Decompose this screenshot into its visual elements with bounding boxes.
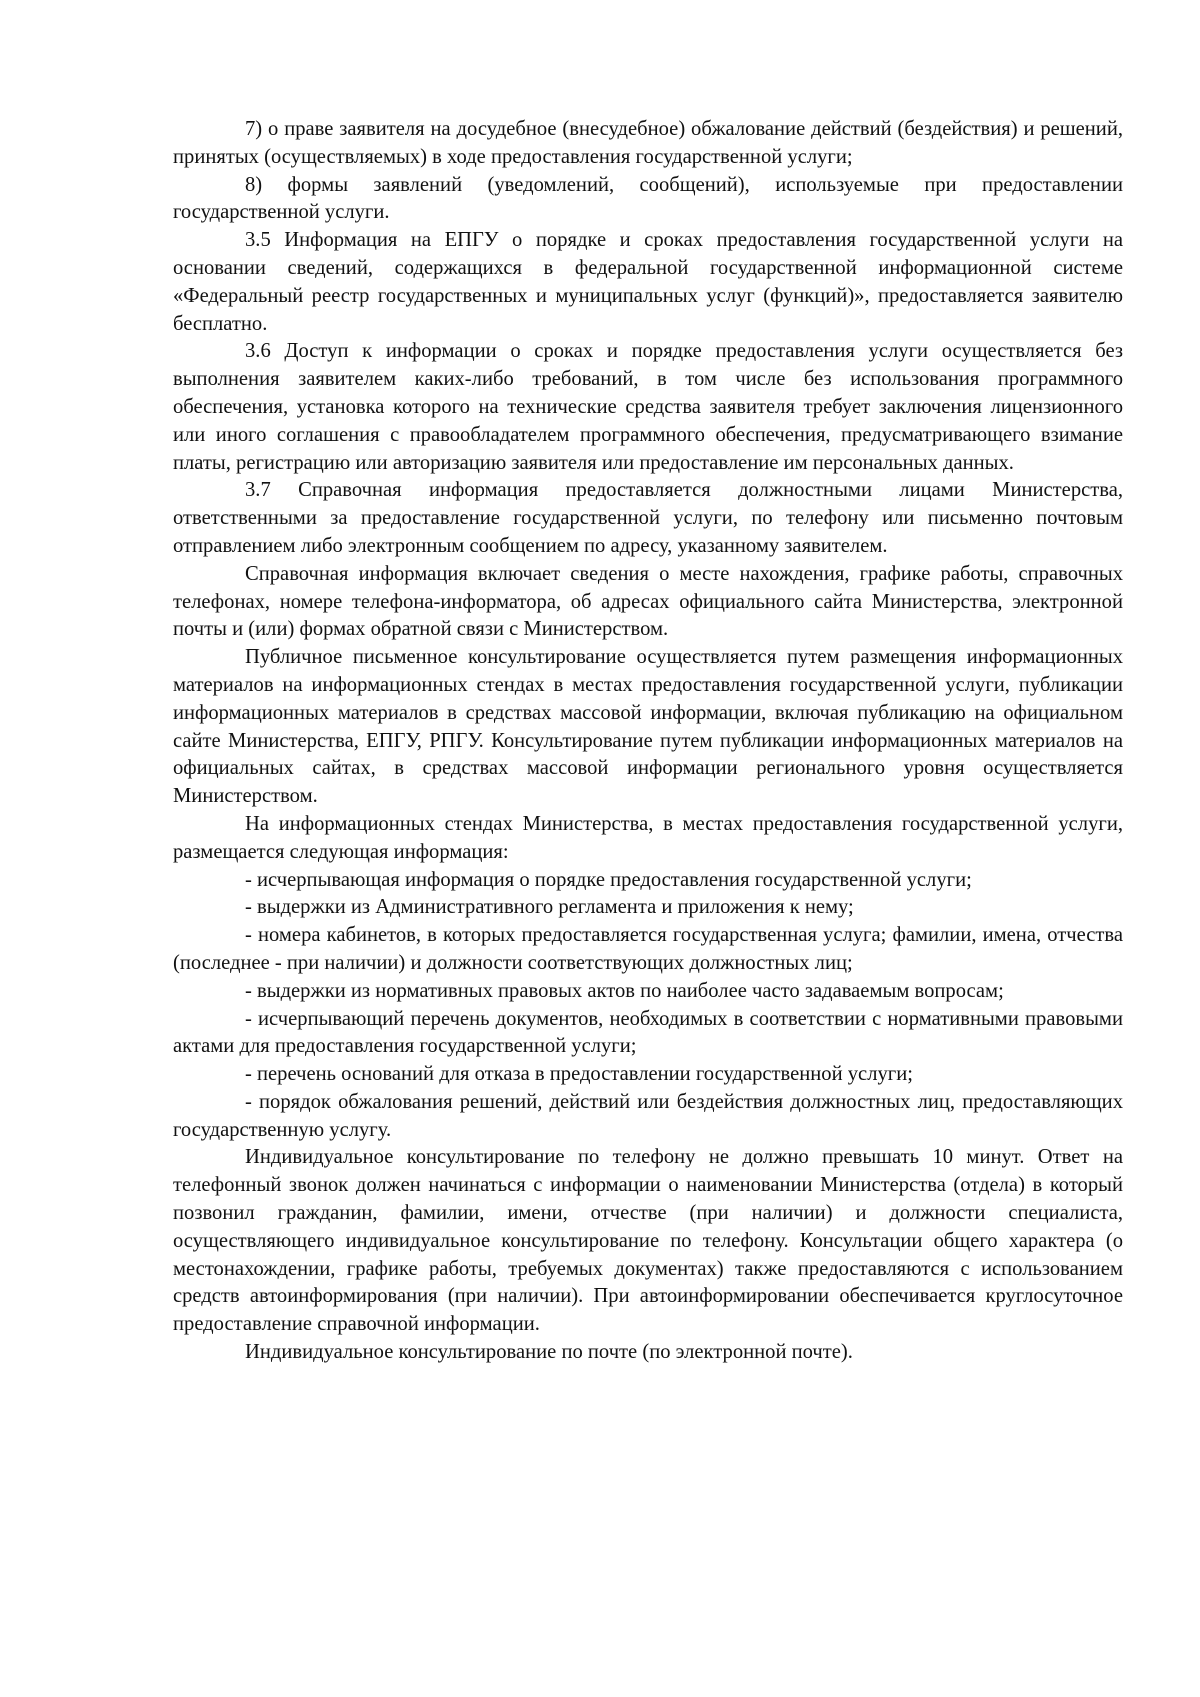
paragraph-phone-consulting: Индивидуальное консультирование по телефону не должно превышать 10 минут. Ответ на телефонный звонок должен начинаться с информации о наименовании Министерства (отдела) в который позвонил гражданин, фамилии, имени, отчестве (при наличии) и должности специалиста, осуществляющего индивидуальное консультирование по телефону. Консультации общего характера (о местонахождении, графике работы, требуемых документах) также предоставляются с использованием средств автоинформирования (при наличии). При автоинформировании обеспечивается круглосуточное предоставление справочной информации. <box>173 1146 1123 1336</box>
list-item-regulation-excerpts: - выдержки из Административного регламента и приложения к нему; <box>245 896 854 919</box>
list-item-legal-excerpts: - выдержки из нормативных правовых актов по наиболее часто задаваемым вопросам; <box>245 979 1004 1002</box>
paragraph-mail-consulting: Индивидуальное консультирование по почте (по электронной почте). <box>245 1341 853 1364</box>
paragraph-3-7: 3.7 Справочная информация предоставляется должностными лицами Министерства, ответственными за предоставление государственной услуги, по телефону или письменно почтовым отправлением либо электронным сообщением по адресу, указанному заявителем. <box>173 479 1123 557</box>
list-item-appeal-procedure: - порядок обжалования решений, действий или бездействия должностных лиц, предоставляющих государственную услугу. <box>173 1090 1123 1141</box>
paragraph-public-consulting: Публичное письменное консультирование осуществляется путем размещения информационных материалов на информационных стендах в местах предоставления государственной услуги, публикации информационных материалов в средствах массовой информации, включая публикацию на официальном сайте Министерства, ЕПГУ, РПГУ. Консультирование путем публикации информационных материалов на официальных сайтах, в средствах массовой информации регионального уровня осуществляется Министерством. <box>173 646 1123 808</box>
list-item-office-numbers: - номера кабинетов, в которых предоставляется государственная услуга; фамилии, имена, отчества (последнее - при наличии) и должности соответствующих должностных лиц; <box>173 924 1123 974</box>
paragraph-info-stands: На информационных стендах Министерства, в местах предоставления государственной услуги, размещается следующая информация: <box>173 812 1123 863</box>
list-item-documents-list: - исчерпывающий перечень документов, необходимых в соответствии с нормативными правовыми актами для предоставления государственной услуги; <box>173 1007 1123 1058</box>
document-page <box>173 116 1123 1367</box>
paragraph-reference-info: Справочная информация включает сведения о месте нахождения, графике работы, справочных телефонах, номере телефона-информатора, об адресах официального сайта Министерства, электронной почты и (или) формах обратной связи с Министерством. <box>173 562 1123 641</box>
paragraph-item-7-appeal: 7) о праве заявителя на досудебное (внесудебное) обжалование действий (бездействия) и решений, принятых (осуществляемых) в ходе предоставления государственной услуги; <box>173 118 1123 168</box>
list-item-refusal-grounds: - перечень оснований для отказа в предоставлении государственной услуги; <box>245 1063 913 1086</box>
paragraph-item-8-forms: 8) формы заявлений (уведомлений, сообщений), используемые при предоставлении государственной услуги. <box>173 173 1123 224</box>
paragraph-3-6: 3.6 Доступ к информации о сроках и порядке предоставления услуги осуществляется без выполнения заявителем каких-либо требований, в том числе без использования программного обеспечения, установка которого на технические средства заявителя требует заключения лицензионного или иного соглашения с правообладателем программного обеспечения, предусматривающего взимание платы, регистрацию или авторизацию заявителя или предоставление им персональных данных. <box>173 340 1123 474</box>
list-item-procedure: - исчерпывающая информация о порядке предоставления государственной услуги; <box>245 868 972 891</box>
paragraph-3-5: 3.5 Информация на ЕПГУ о порядке и сроках предоставления государственной услуги на основании сведений, содержащихся в федеральной государственной информационной системе «Федеральный реестр государственных и муниципальных услуг (функций)», предоставляется заявителю бесплатно. <box>173 229 1123 335</box>
